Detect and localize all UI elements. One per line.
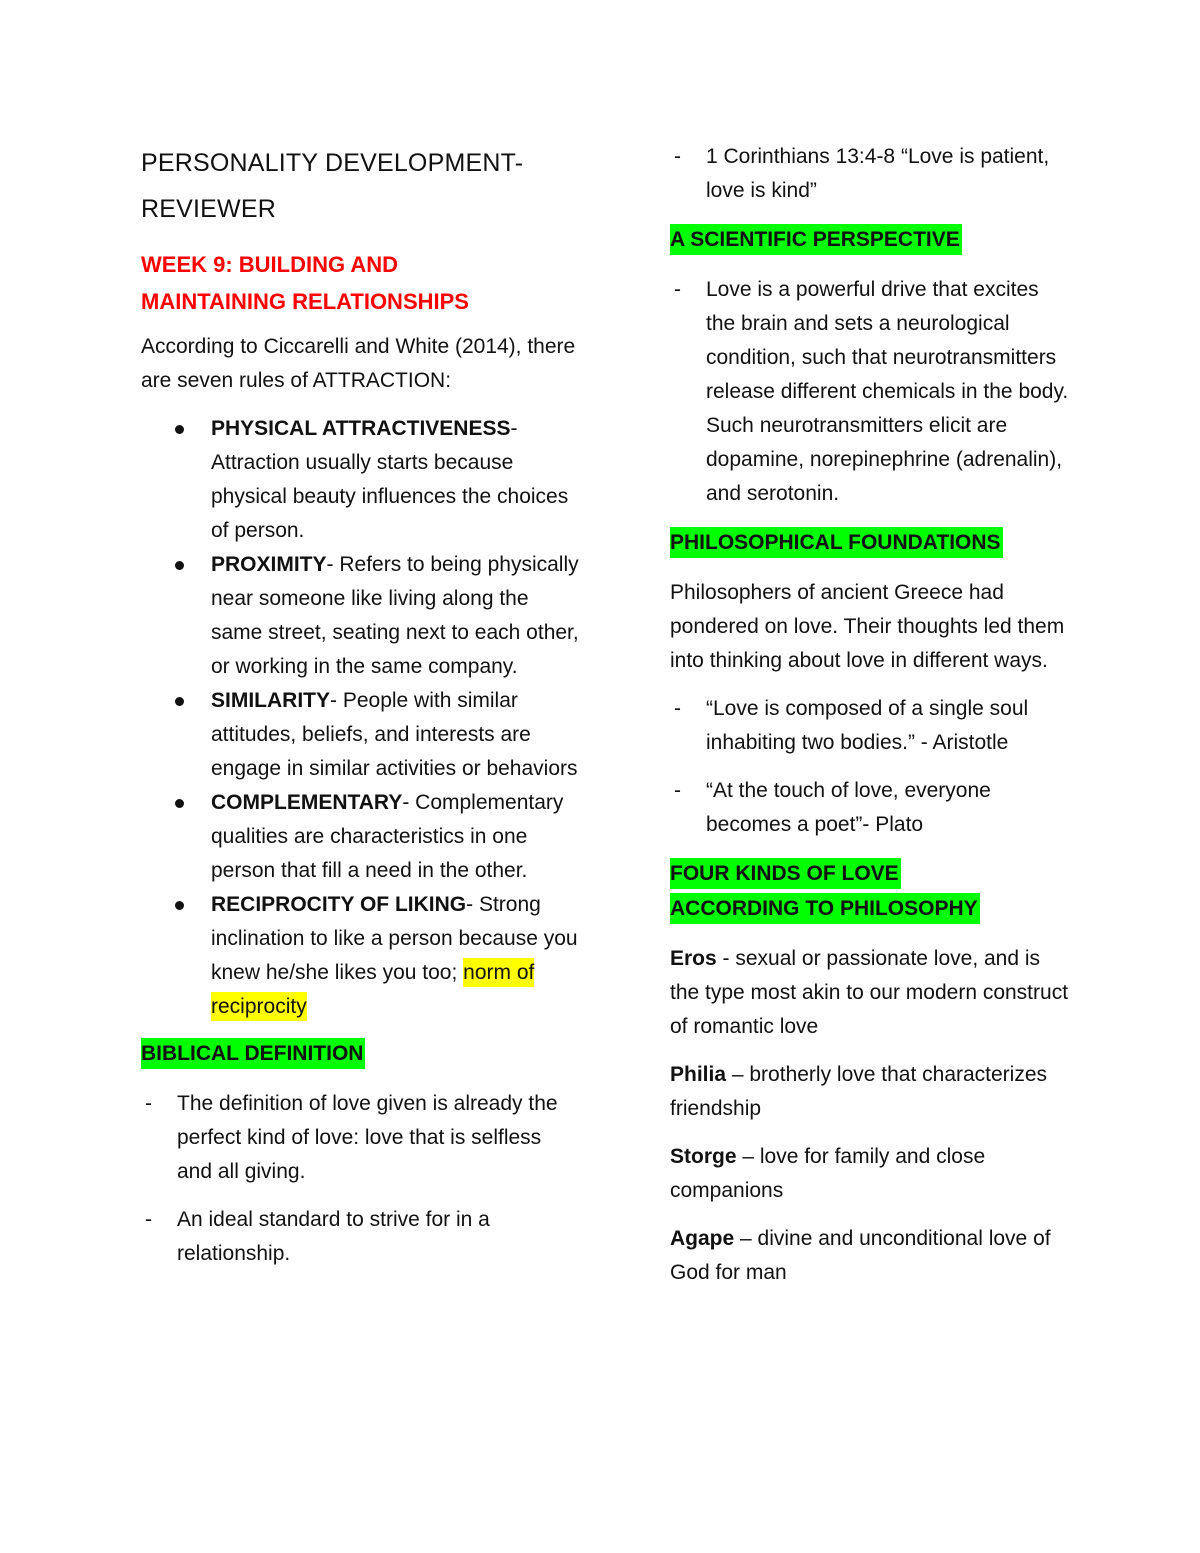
left-column — [141, 140, 581, 1285]
love-description: – love for family and close companions — [670, 1145, 986, 1202]
philosophical-quotes-list — [670, 692, 1070, 842]
rule-text: - Refers to being physically near someone like living along the same street, seating next to each other, or working in the same company. — [211, 553, 579, 678]
week-heading-line-2: MAINTAINING RELATIONSHIPS — [141, 289, 469, 314]
list-item — [141, 548, 581, 684]
rule-text: - People with similar attitudes, beliefs, and interests are engage in similar activities or behaviors — [211, 689, 578, 780]
section-heading-philosophical — [670, 525, 1070, 560]
list-item — [141, 684, 581, 786]
biblical-heading-text: BIBLICAL DEFINITION — [141, 1038, 365, 1069]
philosophical-intro: Philosophers of ancient Greece had pondered on love. Their thoughts led them into thinking about love in different ways. — [670, 581, 1065, 672]
love-kind-philia — [670, 1058, 1070, 1126]
rule-term: COMPLEMENTARY — [211, 791, 403, 814]
list-item — [141, 412, 581, 548]
scientific-list — [670, 273, 1070, 511]
rule-term: SIMILARITY — [211, 689, 330, 712]
love-description: – brotherly love that characterizes friendship — [670, 1063, 1048, 1120]
rule-text: - Complementary qualities are characteristics in one person that fill a need in the other. — [211, 791, 564, 882]
dash-marker: - — [145, 1208, 152, 1231]
scientific-heading-text: A SCIENTIFIC PERSPECTIVE — [670, 224, 962, 255]
week-heading — [141, 246, 581, 320]
dash-marker: - — [674, 145, 681, 168]
attraction-rules-list — [141, 412, 581, 1024]
biblical-list-continued — [670, 140, 1070, 208]
bullet-icon — [175, 901, 184, 910]
rule-text: - Attraction usually starts because physical beauty influences the choices of person. — [211, 417, 569, 542]
bullet-icon — [175, 425, 184, 434]
section-heading-biblical — [141, 1036, 581, 1071]
list-item-text: An ideal standard to strive for in a relationship. — [177, 1208, 490, 1265]
quote-text: “At the touch of love, everyone becomes a poet”- Plato — [706, 779, 991, 836]
love-term: Agape — [670, 1227, 735, 1250]
love-kind-eros — [670, 942, 1070, 1044]
list-item-text: The definition of love given is already the perfect kind of love: love that is selfless and all giving. — [177, 1092, 558, 1183]
philosophical-heading-text: PHILOSOPHICAL FOUNDATIONS — [670, 527, 1003, 558]
four-kinds-heading-line-2: ACCORDING TO PHILOSOPHY — [670, 893, 980, 924]
intro-paragraph: According to Ciccarelli and White (2014), there are seven rules of ATTRACTION: — [141, 335, 576, 392]
list-item-text: Love is a powerful drive that excites the brain and sets a neurological condition, such that neurotransmitters release different chemicals in the body. Such neurotransmitters elicit are dopamine, norepinephrine (adrenalin), and serotonin. — [706, 278, 1069, 505]
love-description: - sexual or passionate love, and is the type most akin to our modern construct of romantic love — [670, 947, 1069, 1038]
love-term: Philia — [670, 1063, 727, 1086]
quote-text: “Love is composed of a single soul inhabiting two bodies.” - Aristotle — [706, 697, 1029, 754]
list-item — [141, 888, 581, 1024]
bullet-icon — [175, 799, 184, 808]
list-item — [670, 692, 1070, 760]
section-heading-scientific — [670, 222, 1070, 257]
highlighted-phrase: norm of reciprocity — [211, 958, 534, 1021]
title-line-2: REVIEWER — [141, 195, 276, 223]
list-item — [670, 140, 1070, 208]
bullet-icon — [175, 697, 184, 706]
biblical-list — [141, 1087, 581, 1271]
document-title — [141, 140, 581, 232]
four-kinds-heading-line-1: FOUR KINDS OF LOVE — [670, 858, 901, 889]
dash-marker: - — [145, 1092, 152, 1115]
week-heading-line-1: WEEK 9: BUILDING AND — [141, 252, 399, 277]
rule-term: PHYSICAL ATTRACTIVENESS — [211, 417, 511, 440]
dash-marker: - — [674, 779, 681, 802]
rule-term: PROXIMITY — [211, 553, 327, 576]
love-term: Eros — [670, 947, 717, 970]
love-description: – divine and unconditional love of God for man — [670, 1227, 1051, 1284]
love-kind-agape — [670, 1222, 1070, 1290]
list-item — [670, 774, 1070, 842]
love-kind-storge — [670, 1140, 1070, 1208]
rule-text: - Strong inclination to like a person because you knew he/she likes you too; — [211, 893, 578, 984]
section-heading-four-kinds — [670, 856, 1070, 926]
bullet-icon — [175, 561, 184, 570]
list-item — [670, 273, 1070, 511]
list-item — [141, 1203, 581, 1271]
list-item — [141, 786, 581, 888]
love-term: Storge — [670, 1145, 737, 1168]
list-item-text: 1 Corinthians 13:4-8 “Love is patient, love is kind” — [706, 145, 1050, 202]
dash-marker: - — [674, 278, 681, 301]
title-line-1: PERSONALITY DEVELOPMENT- — [141, 149, 524, 177]
rule-term: RECIPROCITY OF LIKING — [211, 893, 467, 916]
list-item — [141, 1087, 581, 1189]
right-column — [670, 140, 1070, 1304]
dash-marker: - — [674, 697, 681, 720]
